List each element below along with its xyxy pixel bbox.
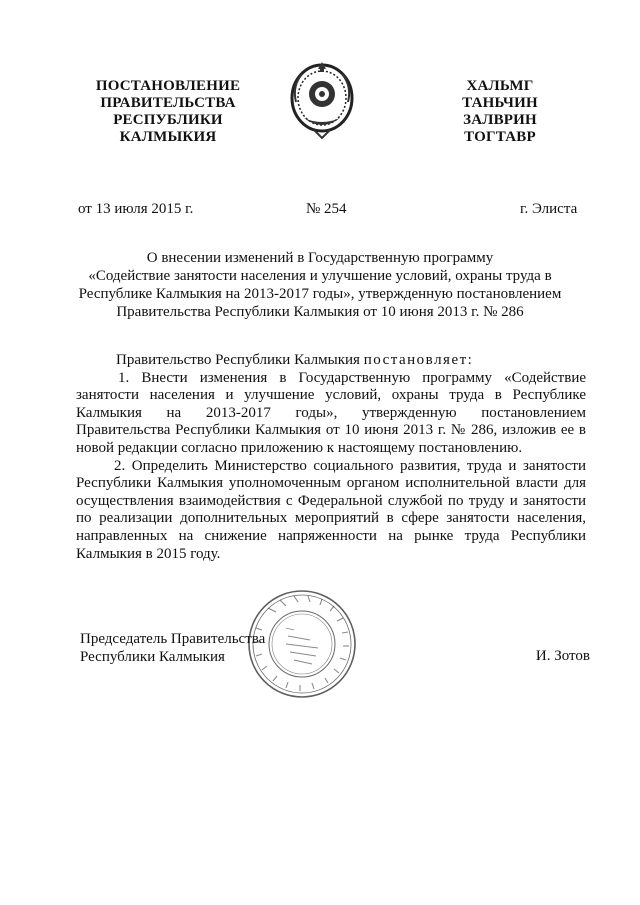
header-right-line: ТОГТАВР [464,129,536,145]
header-right-title [430,78,570,146]
document-title [60,249,580,321]
signatory-position-line: Председатель Правительства [80,631,266,647]
item2-line: Калмыкия в 2015 году. [76,545,221,562]
title-line: Республике Калмыкия на 2013-2017 годы», утвержденную постановлением [78,286,562,302]
official-stamp [246,588,358,700]
header-left-title [78,78,258,146]
signatory-name: И. Зотов [535,648,590,664]
document-number: № 254 [306,201,347,217]
document-city: г. Элиста [520,201,578,217]
signatory-position [80,630,265,666]
header-right-line: ЗАЛВРИН [463,112,537,128]
preamble-verb: постановляет: [363,352,474,368]
item1-line: занятости населения и улучшение условий, охраны труда в Республике [76,387,586,404]
item2-line: направленных на снижение напряженности на рынке труда Республики [76,527,586,544]
header-right-line: ХАЛЬМГ [466,78,534,94]
item1-line: Калмыкия на 2013-2017 годы», утвержденную постановлением [76,404,586,421]
preamble [76,352,586,370]
header-left-line: КАЛМЫКИЯ [119,129,217,145]
item2-line: Республики Калмыкия уполномоченным органом исполнительной власти для [76,475,586,492]
signatory-position-line: Республики Калмыкия [80,649,225,665]
title-line: Правительства Республики Калмыкия от 10 июня 2013 г. № 286 [116,304,524,320]
item1-line: новой редакции согласно приложению к настоящему постановлению. [76,439,523,456]
document-body [76,352,586,563]
kalmykia-coat-of-arms-icon [284,56,360,142]
item2-line: осуществления взаимодействия с Федеральной службой по труду и занятости [76,492,586,509]
header-left-line: ПРАВИТЕЛЬСТВА [100,95,236,111]
header-right-line: ТАНЬЧИН [462,95,538,111]
item1-line: Правительства Республики Калмыкия от 10 июня 2013 г. № 286, изложив ее в [76,422,586,439]
item1-line: 1. Внести изменения в Государственную программу «Содействие [118,369,586,386]
header-left-line: ПОСТАНОВЛЕНИЕ [95,78,241,94]
header-left-line: РЕСПУБЛИКИ [113,112,223,128]
item2-line: по реализации дополнительных мероприятий в сфере занятости населения, [76,510,586,527]
title-line: О внесении изменений в Государственную программу [146,250,494,266]
item2-line: 2. Определить Министерство социального развития, труда и занятости [114,457,586,474]
preamble-text: Правительство Республики Калмыкия [116,352,360,368]
title-line: «Содействие занятости населения и улучшение условий, охраны труда в [88,268,552,284]
document-date: от 13 июля 2015 г. [78,201,194,217]
